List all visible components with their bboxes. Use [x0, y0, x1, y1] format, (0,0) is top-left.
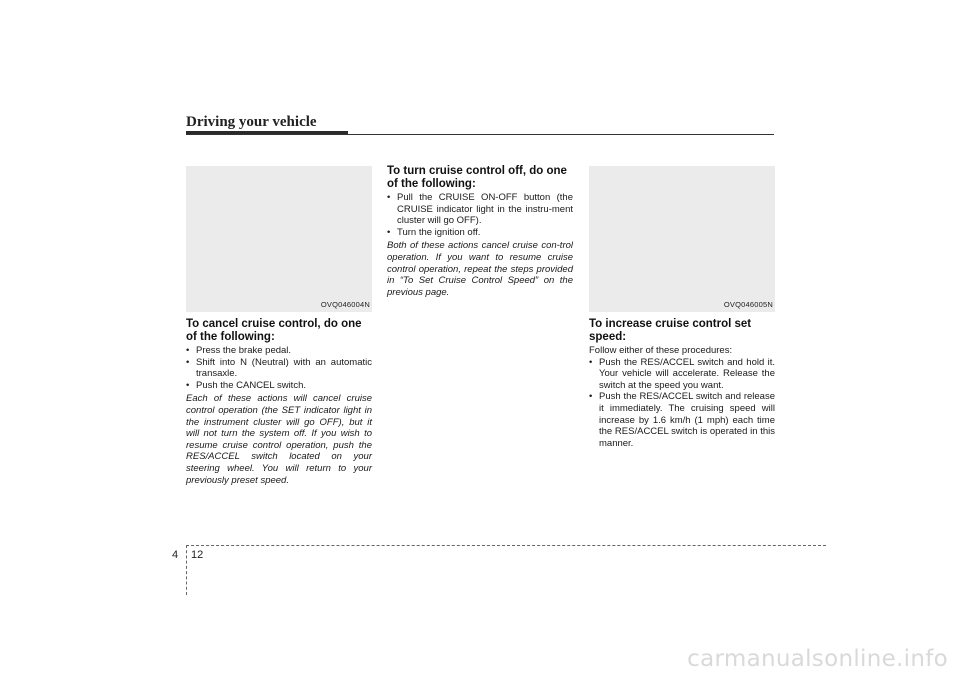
- bullet-list: [186, 345, 372, 391]
- italic-note: Each of these actions will cancel cruise control operation (the SET indicator light in the instrument cluster will go OFF), but it will not turn the system off. If you wish to resume cruise control operation, push the RES/ACCEL switch located on your steering wheel. You will return to your previously preset speed.: [186, 393, 372, 486]
- page-number: 12: [191, 549, 204, 561]
- bullet-list: [387, 192, 573, 238]
- cancel-cruise-section: [186, 318, 372, 486]
- header-rule: [186, 134, 774, 135]
- turn-off-cruise-section: [387, 165, 573, 298]
- list-item: • Press the brake pedal.: [186, 345, 372, 357]
- section-heading: To increase cruise control set speed:: [589, 318, 752, 343]
- list-item: • Push the RES/ACCEL switch and hold it. Your vehicle will accelerate. Release the switch at the speed you want.: [589, 357, 775, 392]
- list-item: • Push the CANCEL switch.: [186, 380, 372, 392]
- footer-divider: [186, 545, 187, 595]
- figure-increase-speed: [589, 166, 775, 312]
- list-item: • Pull the CRUISE ON-OFF button (the CRUISE indicator light in the instru-ment cluster will go OFF).: [387, 192, 573, 227]
- figure-cancel-cruise: [186, 166, 372, 312]
- list-item: • Turn the ignition off.: [387, 227, 573, 239]
- figure-code: OVQ046004N: [320, 300, 370, 309]
- list-item: • Push the RES/ACCEL switch and release it immediately. The cruising speed will increase by 1.6 km/h (1 mph) each time the RES/ACCEL switch is operated in this manner.: [589, 391, 775, 449]
- list-item: • Shift into N (Neutral) with an automatic transaxle.: [186, 357, 372, 380]
- section-heading: To cancel cruise control, do one of the following:: [186, 318, 362, 343]
- intro-text: Follow either of these procedures:: [589, 345, 733, 356]
- watermark: carmanualsonline.info: [687, 646, 948, 672]
- chapter-title: Driving your vehicle: [186, 114, 317, 130]
- increase-speed-section: [589, 318, 775, 449]
- section-number: 4: [172, 549, 179, 561]
- bullet-list: [589, 357, 775, 450]
- italic-note: Both of these actions cancel cruise con-trol operation. If you want to resume cruise control operation, repeat the steps provided in “To Set Cruise Control Speed” on the previous page.: [387, 240, 573, 298]
- figure-code: OVQ046005N: [723, 300, 773, 309]
- footer-rule: [186, 545, 826, 546]
- section-heading: To turn cruise control off, do one of the following:: [387, 165, 567, 190]
